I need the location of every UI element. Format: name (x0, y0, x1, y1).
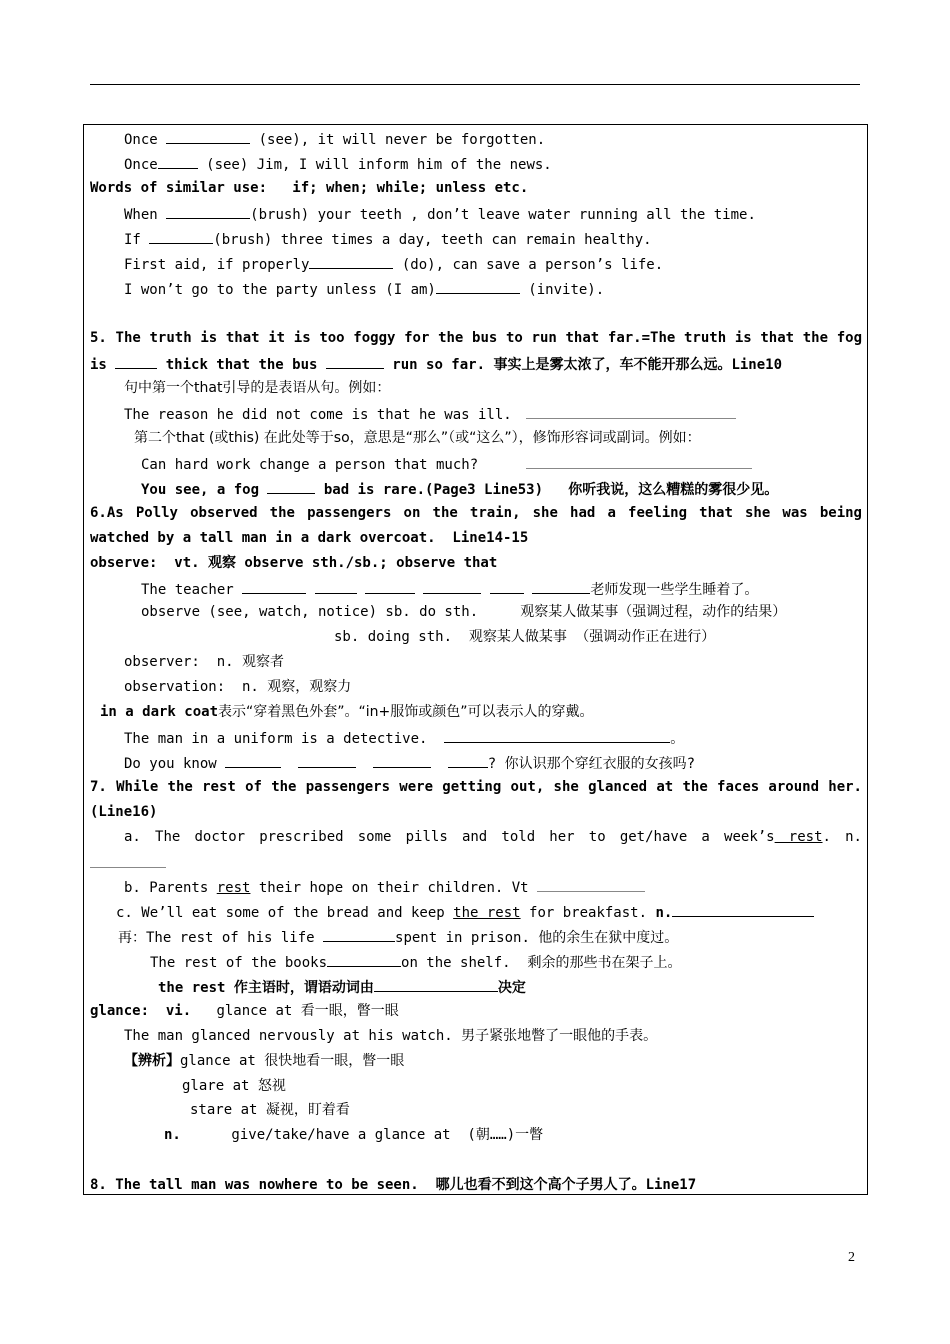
page-number: 2 (848, 1250, 855, 1265)
text-line: Can hard work change a person that much? (90, 454, 913, 474)
text-line: 8. The tall man was nowhere to be seen. 哪儿也看不到这个高个子男人了。Line17 (90, 1177, 697, 1193)
fill-blank (149, 229, 213, 244)
text-line: Once (see) Jim, I will inform him of the news. (90, 154, 896, 174)
fill-blank (490, 579, 524, 594)
fill-blank (365, 579, 415, 594)
text-line: Words of similar use: if; when; while; unless etc. (90, 180, 529, 196)
fill-blank (526, 404, 736, 419)
text-line: n. give/take/have a glance at (朝……)一瞥 (164, 1127, 544, 1143)
fill-blank (90, 853, 166, 868)
text-line: Do you know ? 你认识那个穿红衣服的女孩吗? (90, 753, 896, 773)
fill-blank (225, 753, 281, 768)
text-line: 6.As Polly observed the passengers on the train, she had a feeling that she was being (90, 505, 862, 521)
text-line: observer: n. 观察者 (124, 654, 285, 670)
text-line: 再：The rest of his life spent in prison. 他的余生在狱中度过。 (90, 927, 890, 947)
text-line: the rest 作主语时，谓语动词由 决定 (90, 977, 930, 997)
text-line: You see, a fog bad is rare.(Page3 Line53) 你听我说，这么糟糕的雾很少见。 (90, 479, 913, 499)
text-line: a. The doctor prescribed some pills and told her to get/have a week’s rest. n. (124, 829, 862, 845)
text-line: If (brush) three times a day, teeth can remain healthy. (90, 229, 896, 249)
text-line: glare at 怒视 (182, 1078, 286, 1094)
text-line: (Line16) (90, 804, 158, 820)
text-line: The man in a uniform is a detective. 。 (90, 728, 896, 748)
fill-blank (326, 354, 384, 369)
text-line: 第二个that (或this) 在此处等于so，意思是“那么”（或“这么”），修饰形容词或副词。例如： (134, 430, 701, 446)
text-line: 【辨析】glance at 很快地看一眼，瞥一眼 (124, 1053, 405, 1069)
fill-blank (672, 902, 814, 917)
fill-blank (532, 579, 590, 594)
text-line: 句中第一个that引导的是表语从句。例如： (124, 380, 391, 396)
fill-blank (327, 952, 401, 967)
text-line: Once (see), it will never be forgotten. (90, 129, 896, 149)
fill-blank (158, 154, 198, 169)
fill-blank (526, 454, 752, 469)
fill-blank (448, 753, 488, 768)
fill-blank (315, 579, 357, 594)
text-line: The rest of the books on the shelf. 剩余的那些书在架子上。 (90, 952, 922, 972)
text-line: When (brush) your teeth , don’t leave water running all the time. (90, 204, 896, 224)
fill-blank (374, 977, 498, 992)
text-line (90, 853, 862, 873)
fill-blank (436, 279, 520, 294)
fill-blank (242, 579, 306, 594)
text-line: The teacher 老师发现一些学生睡着了。 (90, 579, 913, 599)
fill-blank (444, 728, 670, 743)
text-line: First aid, if properly (do), can save a person’s life. (90, 254, 896, 274)
fill-blank (166, 129, 250, 144)
fill-blank (298, 753, 356, 768)
fill-blank (309, 254, 393, 269)
text-line: 5. The truth is that it is too foggy for the bus to run that far.=The truth is that the fog (90, 330, 862, 346)
fill-blank (423, 579, 481, 594)
text-line: observe (see, watch, notice) sb. do sth. 观察某人做某事（强调过程，动作的结果） (141, 604, 787, 620)
text-line: is thick that the bus run so far. 事实上是雾太浓了，车不能开那么远。Line10 (90, 354, 862, 374)
header-rule (90, 84, 860, 85)
text-line: c. We’ll eat some of the bread and keep the rest for breakfast. n. (90, 902, 888, 922)
text-line: b. Parents rest their hope on their children. Vt (90, 877, 896, 897)
fill-blank (267, 479, 315, 494)
fill-blank (166, 204, 250, 219)
text-line: The reason he did not come is that he was ill. (90, 404, 896, 424)
text-line: sb. doing sth. 观察某人做某事 （强调动作正在进行） (334, 629, 716, 645)
fill-blank (323, 927, 395, 942)
fill-blank (537, 877, 645, 892)
text-line: watched by a tall man in a dark overcoat. Line14-15 (90, 530, 529, 546)
text-line: The man glanced nervously at his watch. 男子紧张地瞥了一眼他的手表。 (124, 1028, 658, 1044)
text-line: 7. While the rest of the passengers were getting out, she glanced at the faces around her. (90, 779, 862, 795)
text-line: observation: n. 观察，观察力 (124, 679, 352, 695)
fill-blank (373, 753, 431, 768)
fill-blank (115, 354, 157, 369)
text-line: I won’t go to the party unless (I am) (invite). (90, 279, 896, 299)
text-line: glance: vi. glance at 看一眼，瞥一眼 (90, 1003, 399, 1019)
text-line: stare at 凝视，盯着看 (190, 1102, 350, 1118)
text-line: observe: vt. 观察 observe sth./sb.; observe that (90, 555, 498, 571)
text-line: in a dark coat表示“穿着黑色外套”。“in+服饰或颜色”可以表示人的穿戴。 (100, 704, 594, 720)
